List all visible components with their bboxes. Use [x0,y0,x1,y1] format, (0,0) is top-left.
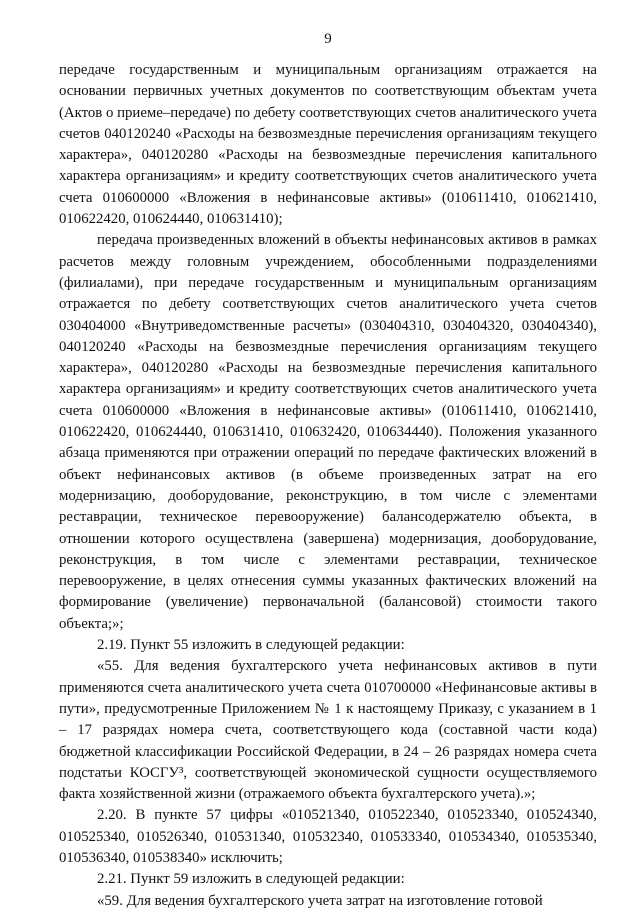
page-number: 9 [324,31,332,47]
paragraph-clause-55: «55. Для ведения бухгалтерского учета нефинансовых активов в пути применяются счета аналитического учета счета 010700000 «Нефинансовые активы в пути», предусмотренные Приложением № 1 к настоящему Приказу, с указанием в 1 – 17 разрядах номера счета, соответствующего кода (составной части кода) бюджетной классификации Российской Федерации, в 24 – 26 разрядах номера счета подстатьи КОСГУ³, соответствующей экономической сущности осуществляемого факта хозяйственной жизни (отражаемого объекта бухгалтерского учета).»; [59,658,597,803]
paragraph-item-2-21: 2.21. Пункт 59 изложить в следующей редакции: [97,871,405,888]
paragraph-clause-59: «59. Для ведения бухгалтерского учета затрат на изготовление готовой [97,892,543,909]
paragraph-item-2-19: 2.19. Пункт 55 изложить в следующей редакции: [97,637,405,654]
document-body [59,60,597,912]
paragraph-continuation: передаче государственным и муниципальным организациям отражается на основании первичных учетных документов по соответствующим объектам учета (Актов о приеме–передаче) по дебету соответствующих счетов аналитического учета счетов 040120240 «Расходы на безвозмездные перечисления организациям текущего характера», 040120280 «Расходы на безвозмездные перечисления капитального характера организациям» и кредиту соответствующих счетов аналитического учета счета 010600000 «Вложения в нефинансовые активы» (010611410, 010621410, 010622420, 010624440, 010631410); [59,62,597,228]
paragraph-item-2-20: 2.20. В пункте 57 цифры «010521340, 010522340, 010523340, 010524340, 010525340, 010526340, 010531340, 010532340, 010533340, 010534340, 010535340, 010536340, 010538340» исключить; [59,807,597,866]
paragraph-transfer-investments: передача произведенных вложений в объекты нефинансовых активов в рамках расчетов между головным учреждением, обособленными подразделениями (филиалами), при передаче государственным и муниципальным организациям отражается по дебету соответствующих счетов аналитического учета счетов 030404000 «Внутриведомственные расчеты» (030404310, 030404320, 030404340), 040120240 «Расходы на безвозмездные перечисления организациям текущего характера», 040120280 «Расходы на безвозмездные перечисления капитального характера организациям» и кредиту соответствующих счетов аналитического учета счета 010600000 «Вложения в нефинансовые активы» (010611410, 010621410, 010622420, 010624440, 010631410, 010632420, 010634440). Положения указанного абзаца применяются при отражении операций по передаче фактических вложений в объект нефинансовых активов (в объеме произведенных затрат на его модернизацию, дооборудование, реконструкцию, в том числе с элементами реставрации, техническое перевооружение) балансодержателю объекта, в отношении которого осуществлена (завершена) модернизация, дооборудование, реконструкция, в том числе с элементами реставрации, техническое перевооружение, в целях отнесения суммы указанных фактических вложений на формирование (увеличение) первоначальной (балансовой) стоимости такого объекта;»; [59,232,597,632]
